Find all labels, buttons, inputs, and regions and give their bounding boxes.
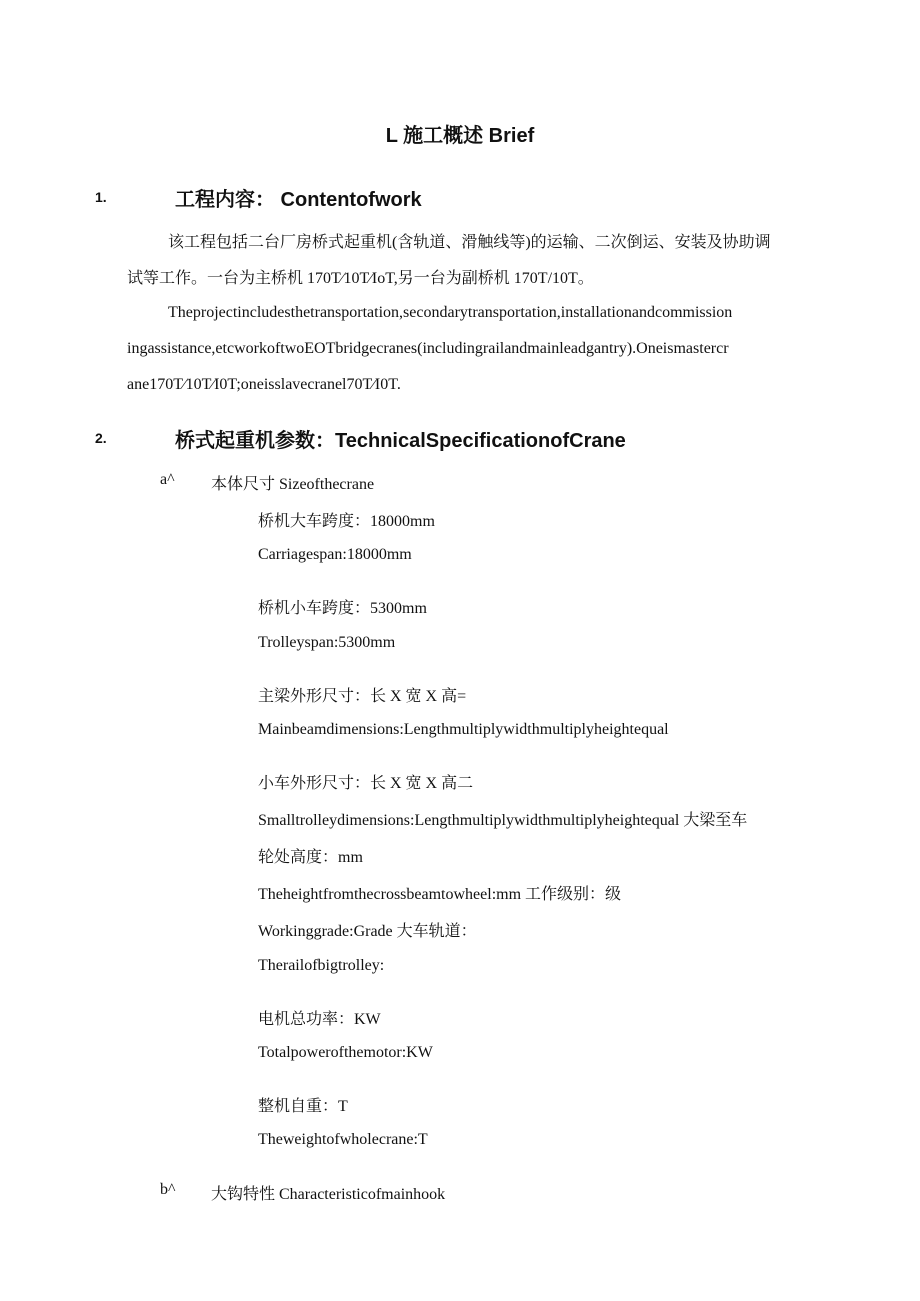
spec-line: 轮处高度：mm: [258, 849, 363, 866]
spec-line: 整机自重：T: [258, 1098, 348, 1115]
subsection-b-label: 大钩特性 Characteristicofmainhook: [211, 1186, 446, 1203]
section-2-heading: 桥式起重机参数：TechnicalSpecificationofCrane: [175, 430, 626, 452]
section-1-heading: 工程内容： Contentofwork: [175, 189, 422, 211]
spec-line: 桥机大车跨度：18000mm: [258, 513, 435, 530]
spec-line: Trolleyspan:5300mm: [258, 634, 396, 651]
subsection-a-label: 本体尺寸 Sizeofthecrane: [211, 476, 375, 493]
section-1-en-line-1: Theprojectincludesthetransportation,secondarytransportation,installationandcommission: [168, 304, 733, 321]
spec-line: Mainbeamdimensions:Lengthmultiplywidthmultiplyheightequal: [258, 721, 669, 738]
section-1-en-line-2: ingassistance,etcworkoftwoEOTbridgecranes(includingrailandmainleadgantry).Oneismastercr: [127, 340, 729, 357]
page-title: L 施工概述 Brief: [385, 125, 535, 147]
spec-line: Workinggrade:Grade 大车轨道：: [258, 923, 477, 940]
spec-line: Totalpowerofthemotor:KW: [258, 1044, 433, 1061]
spec-line: 电机总功率：KW: [258, 1011, 381, 1028]
section-1-en-line-3: ane170T⁄10T⁄I0T;oneisslavecranel70T⁄I0T.: [127, 376, 401, 393]
spec-line: Theweightofwholecrane:T: [258, 1131, 428, 1148]
section-1-cn-line-2: 试等工作。一台为主桥机 170T⁄10T⁄IoT,另一台为副桥机 170T/10T。: [127, 270, 594, 287]
spec-line: Therailofbigtrolley:: [258, 957, 385, 974]
spec-line: Theheightfromthecrossbeamtowheel:mm 工作级别：级: [258, 886, 622, 903]
section-1-cn-line-1: 该工程包括二台厂房桥式起重机(含轨道、滑触线等)的运输、二次倒运、安装及协助调: [168, 234, 771, 251]
spec-line: Carriagespan:18000mm: [258, 546, 412, 563]
spec-line: Smalltrolleydimensions:Lengthmultiplywidthmultiplyheightequal 大梁至车: [258, 812, 748, 829]
section-2-number: 2.: [95, 430, 107, 446]
spec-line: 桥机小车跨度：5300mm: [258, 600, 427, 617]
section-1-number: 1.: [95, 189, 107, 205]
spec-line: 主梁外形尺寸：长 X 宽 X 高=: [258, 688, 467, 705]
subsection-a-marker: a^: [160, 471, 175, 488]
spec-line: 小车外形尺寸：长 X 宽 X 高二: [258, 775, 474, 792]
subsection-b-marker: b^: [160, 1181, 176, 1198]
